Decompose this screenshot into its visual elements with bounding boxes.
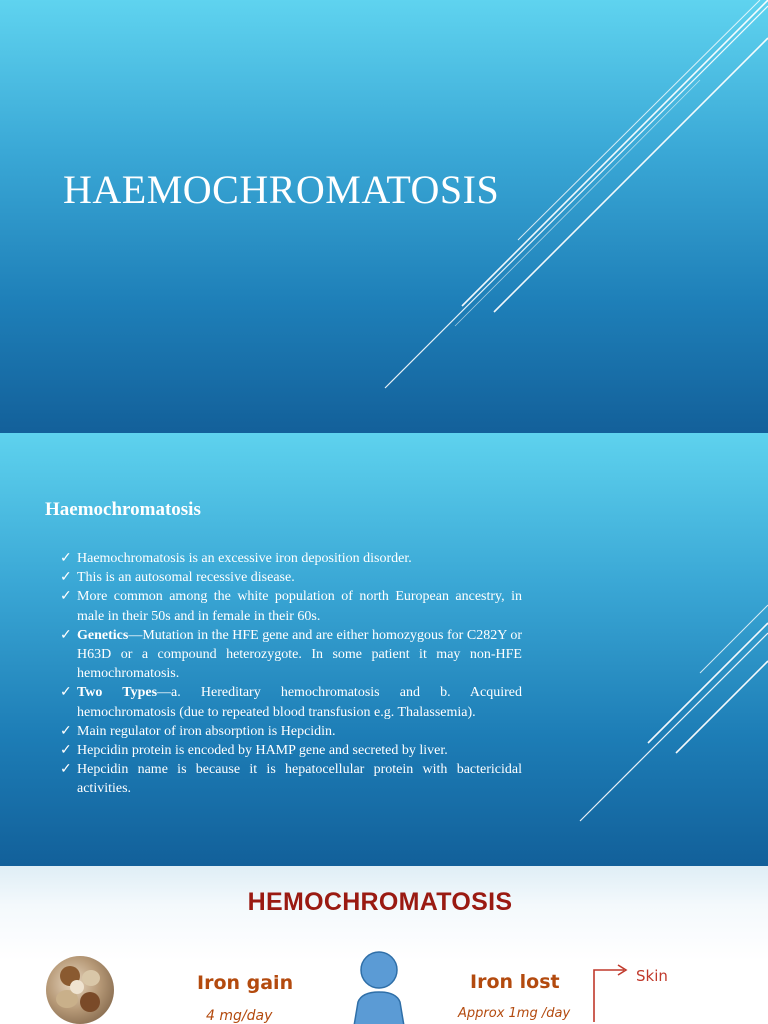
person-icon [338, 944, 420, 1024]
iron-gain-label: Iron gain [197, 972, 294, 994]
presentation-title: HAEMOCHROMATOSIS [63, 167, 500, 212]
bullet-item: ✓ Genetics—Mutation in the HFE gene and are either homozygous for C282Y or H63D or a compound heterozygote. In some patient it may non-HFE hemochromatosis. [60, 627, 522, 682]
check-icon: ✓ [60, 762, 72, 778]
diagram-title: HEMOCHROMATOSIS [247, 888, 513, 916]
iron-lost-label: Iron lost [470, 971, 560, 993]
bullet-item: ✓ Hepcidin protein is encoded by HAMP gene and secreted by liver. [60, 741, 522, 760]
bullet-item: ✓ More common among the white population of north European ancestry, in male in their 50s and in female in their 60s. [60, 589, 522, 624]
overview-slide [0, 433, 768, 866]
bullet-item: ✓ This is an autosomal recessive disease. [60, 568, 522, 587]
bullet-list [60, 549, 522, 799]
decorative-lines [0, 0, 768, 433]
iron-rich-food-image [46, 956, 114, 1024]
check-icon: ✓ [60, 551, 72, 566]
slide-heading: Haemochromatosis [45, 499, 201, 520]
iron-lost-rate: Approx 1mg /day [458, 1006, 571, 1021]
arrow-icon [588, 962, 634, 1022]
bullet-item: ✓ Haemochromatosis is an excessive iron deposition disorder. [60, 549, 522, 568]
diagram-slide [0, 866, 768, 1024]
title-slide [0, 0, 768, 433]
check-icon: ✓ [60, 743, 72, 759]
check-icon: ✓ [60, 589, 72, 605]
iron-gain-rate: 4 mg/day [206, 1008, 273, 1024]
check-icon: ✓ [60, 685, 72, 701]
check-icon: ✓ [60, 570, 72, 586]
bullet-item: ✓ Two Types—a. Hereditary hemochromatosis and b. Acquired hemochromatosis (due to repeated blood transfusion e.g. Thalassemia). [60, 685, 523, 720]
bullet-item: ✓ Hepcidin name is because it is hepatocellular protein with bactericidal activities. [60, 762, 522, 797]
skin-label: Skin [636, 967, 668, 985]
bullet-item: ✓ Main regulator of iron absorption is Hepcidin. [60, 722, 522, 741]
check-icon: ✓ [60, 627, 72, 643]
check-icon: ✓ [60, 723, 72, 739]
